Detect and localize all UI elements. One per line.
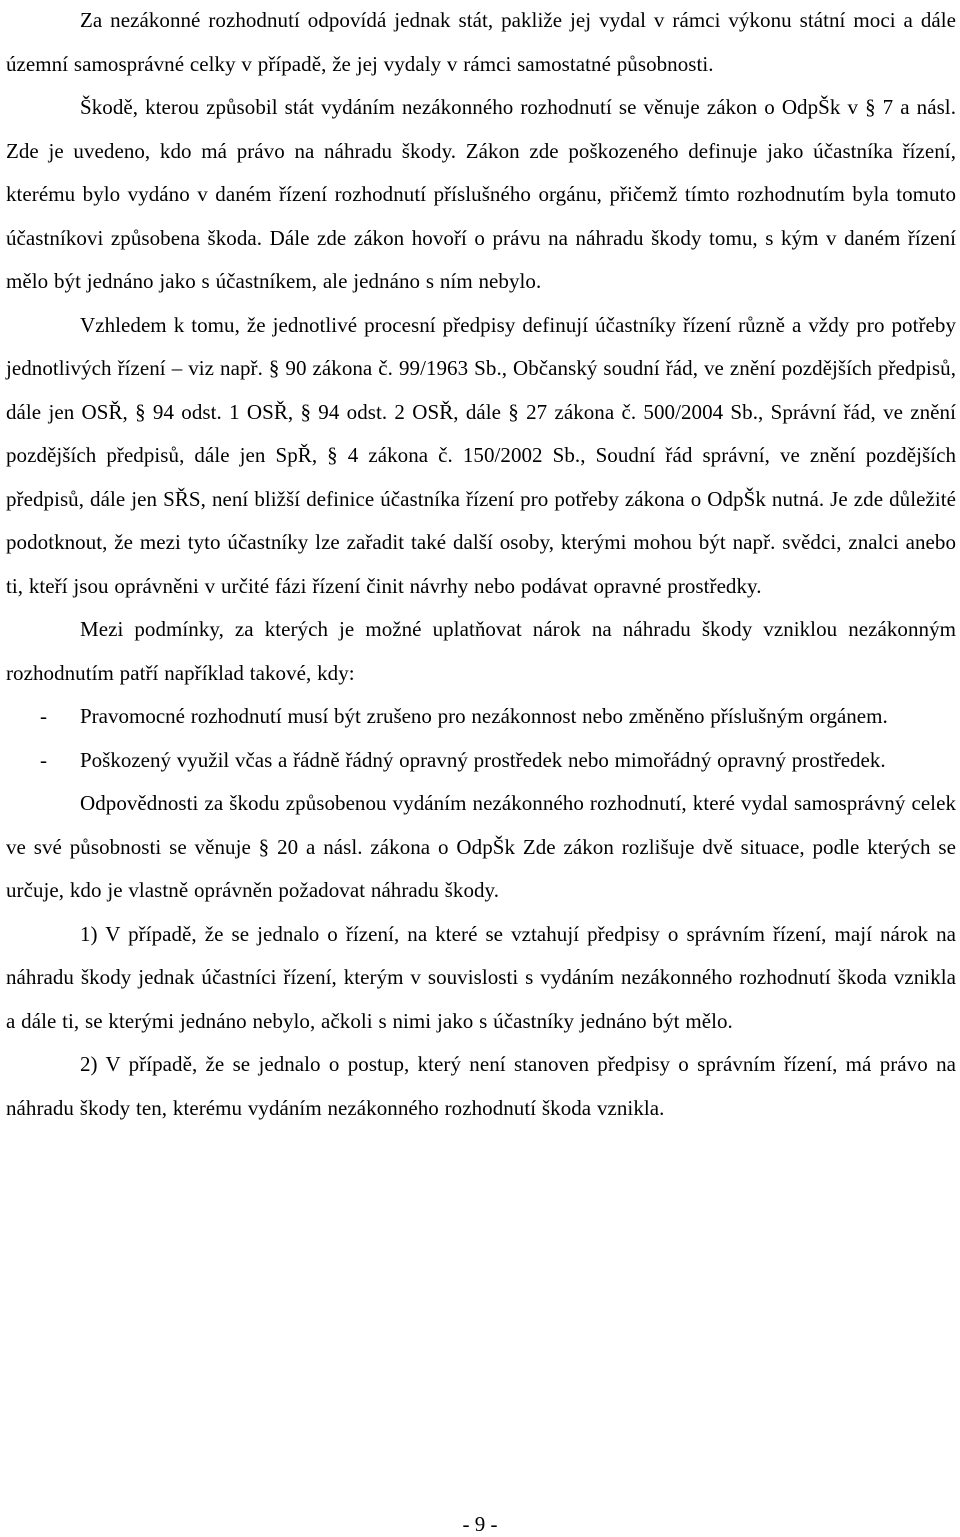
page-number: - 9 - (462, 1512, 498, 1536)
paragraph-situation-one: 1) V případě, že se jednalo o řízení, na které se vztahují předpisy o správním řízení, mají nárok na náhradu škody jednak účastníci řízení, kterým v souvislosti s vydáním nezákonného rozhodnutí škoda vznikla a dále ti, se kterými jednáno nebylo, ačkoli s nimi jako s účastníky jednáno být mělo. (6, 921, 956, 1033)
paragraph-self-government-liability: Odpovědnosti za škodu způsobenou vydáním nezákonného rozhodnutí, které vydal samosprávný celek ve své působnosti se věnuje § 20 a násl. zákona o OdpŠk Zde zákon rozlišuje dvě situace, podle kterých se určuje, kdo je vlastně oprávněn požadovat náhradu škody. (6, 791, 956, 902)
list-item (6, 739, 956, 783)
paragraph-state-liability: Za nezákonné rozhodnutí odpovídá jednak stát, pakliže jej vydal v rámci výkonu státní moci a dále územní samosprávné celky v případě, že jej vydaly v rámci samostatné působnosti. (6, 8, 956, 76)
conditions-list (6, 695, 956, 782)
document-page (6, 0, 956, 1130)
paragraph-damage-by-state: Škodě, kterou způsobil stát vydáním nezákonného rozhodnutí se věnuje zákon o OdpŠk v § 7 a násl. Zde je uvedeno, kdo má právo na náhradu škody. Zákon zde poškozeného definuje jako účastníka řízení, kterému bylo vydáno v daném řízení rozhodnutí příslušného orgánu, přičemž tímto rozhodnutím byla tomuto účastníkovi způsobena škoda. Dále zde zákon hovoří o právu na náhradu škody tomu, s kým v daném řízení mělo být jednáno jako s účastníkem, ale jednáno s ním nebylo. (6, 95, 956, 293)
list-item-text: Poškozený využil včas a řádně řádný opravný prostředek nebo mimořádný opravný prostředek. (80, 747, 886, 772)
list-dash: - (40, 747, 47, 772)
paragraph-situation-two: 2) V případě, že se jednalo o postup, který není stanoven předpisy o správním řízení, má právo na náhradu škody ten, kterému vydáním nezákonného rozhodnutí škoda vznikla. (6, 1052, 956, 1120)
paragraph-conditions-intro: Mezi podmínky, za kterých je možné uplatňovat nárok na náhradu škody vzniklou nezákonným rozhodnutím patří například takové, kdy: (6, 617, 956, 685)
paragraph-procedural-participants: Vzhledem k tomu, že jednotlivé procesní předpisy definují účastníky řízení různě a vždy pro potřeby jednotlivých řízení – viz např. § 90 zákona č. 99/1963 Sb., Občanský soudní řád, ve znění pozdějších předpisů, dále jen OSŘ, § 94 odst. 1 OSŘ, § 94 odst. 2 OSŘ, dále § 27 zákona č. 500/2004 Sb., Správní řád, ve znění pozdějších předpisů, dále jen SpŘ, § 4 zákona č. 150/2002 Sb., Soudní řád správní, ve znění pozdějších předpisů, dále jen SŘS, není bližší definice účastníka řízení pro potřeby zákona o OdpŠk nutná. Je zde důležité podotknout, že mezi tyto účastníky lze zařadit také další osoby, kterými mohou být např. svědci, znalci anebo ti, kteří jsou oprávněni v určité fázi řízení činit návrhy nebo podávat opravné prostředky. (6, 312, 956, 598)
list-item-text: Pravomocné rozhodnutí musí být zrušeno pro nezákonnost nebo změněno příslušným orgánem. (80, 704, 888, 728)
list-item (6, 695, 956, 739)
list-dash: - (40, 704, 47, 728)
